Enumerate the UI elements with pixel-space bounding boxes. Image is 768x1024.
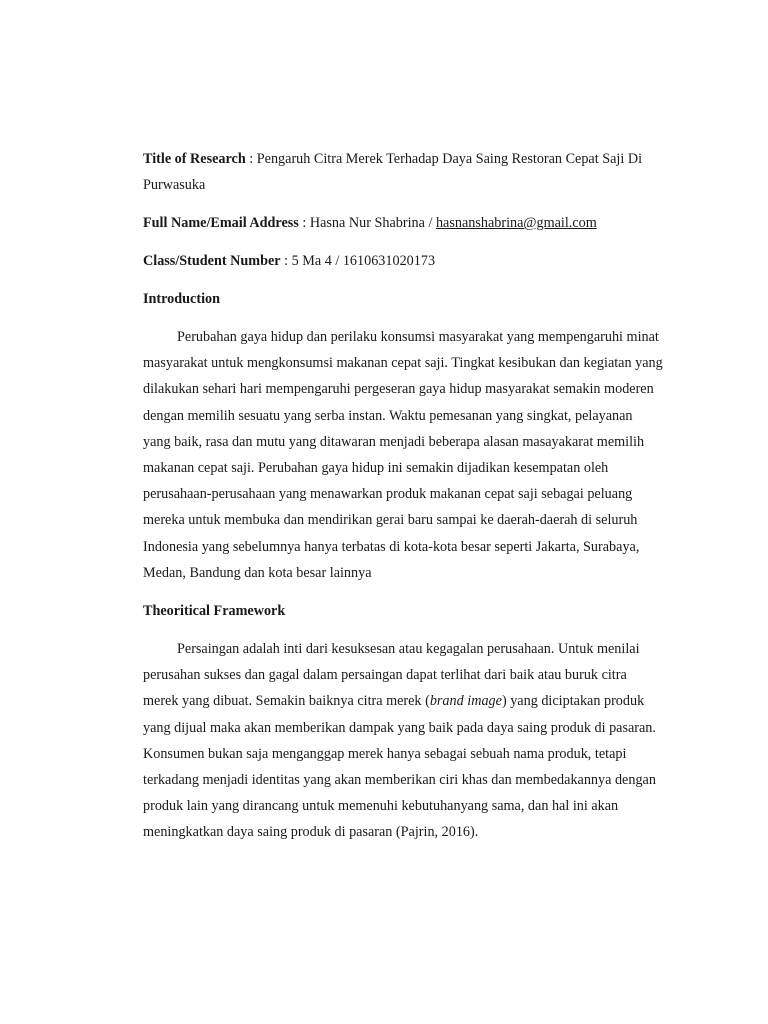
framework-paragraph-part1: Persaingan adalah inti dari kesuksesan atau kegagalan perusahaan. Untuk menilai perusahan sukses dan gagal dalam persaingan dapat terlihat dari baik atau buruk citra merek yang dibuat. Semakin baiknya citra merek ( (143, 641, 640, 710)
class-value: 5 Ma 4 / 1610631020173 (291, 253, 436, 269)
full-name-email (143, 210, 663, 236)
framework-paragraph-part2: ) yang diciptakan produk yang dijual maka akan memberikan dampak yang baik pada daya saing produk di pasaran. Konsumen bukan saja menganggap merek hanya sebagai sebuah nama produk, tetapi terkadang menjadi identitas yang akan memberikan ciri khas dan membedakannya dengan produk lain yang dirancang untuk memenuhi kebutuhanyang sama, dan hal ini akan meningkatkan daya saing produk di pasaran (Pajrin, 2016). (143, 693, 656, 841)
class-label: Class/Student Number (143, 253, 281, 269)
brand-image-term: brand image (429, 693, 502, 710)
introduction-heading: Introduction (143, 291, 220, 307)
framework-paragraph (143, 636, 663, 846)
title-label: Title of Research (143, 151, 246, 167)
title-value: Pengaruh Citra Merek Terhadap Daya Saing Restoran Cepat Saji Di Purwasuka (143, 151, 643, 193)
introduction-paragraph: Perubahan gaya hidup dan perilaku konsumsi masyarakat yang mempengaruhi minat masyarakat untuk mengkonsumsi makanan cepat saji. Tingkat kesibukan dan kegiatan yang dilakukan sehari hari mempengaruhi pergeseran gaya hidup masyarakat semakin moderen dengan memilih sesuatu yang serba instan. Waktu pemesanan yang singkat, pelayanan yang baik, rasa dan mutu yang ditawaran menjadi beberapa alasan masayakarat memilih makanan cepat saji. Perubahan gaya hidup ini semakin dijadikan kesempatan oleh perusahaan-perusahaan yang menawarkan produk makanan cepat saji sebagai peluang mereka untuk membuka dan mendirikan gerai baru sampai ke daerah-daerah di seluruh Indonesia yang sebelumnya hanya terbatas di kota-kota besar seperti Jakarta, Surabaya, Medan, Bandung dan kota besar lainnya (143, 329, 663, 581)
title-separator: : (245, 151, 257, 167)
name-value: Hasna Nur Shabrina / (309, 215, 436, 231)
name-separator: : (298, 215, 310, 231)
class-separator: : (280, 253, 292, 269)
title-of-research (143, 146, 663, 198)
document-content (143, 146, 663, 858)
class-student-number (143, 248, 663, 274)
email-link[interactable]: hasnanshabrina@gmail.com (435, 215, 597, 231)
name-label: Full Name/Email Address (143, 215, 299, 231)
framework-heading: Theoritical Framework (143, 603, 286, 620)
